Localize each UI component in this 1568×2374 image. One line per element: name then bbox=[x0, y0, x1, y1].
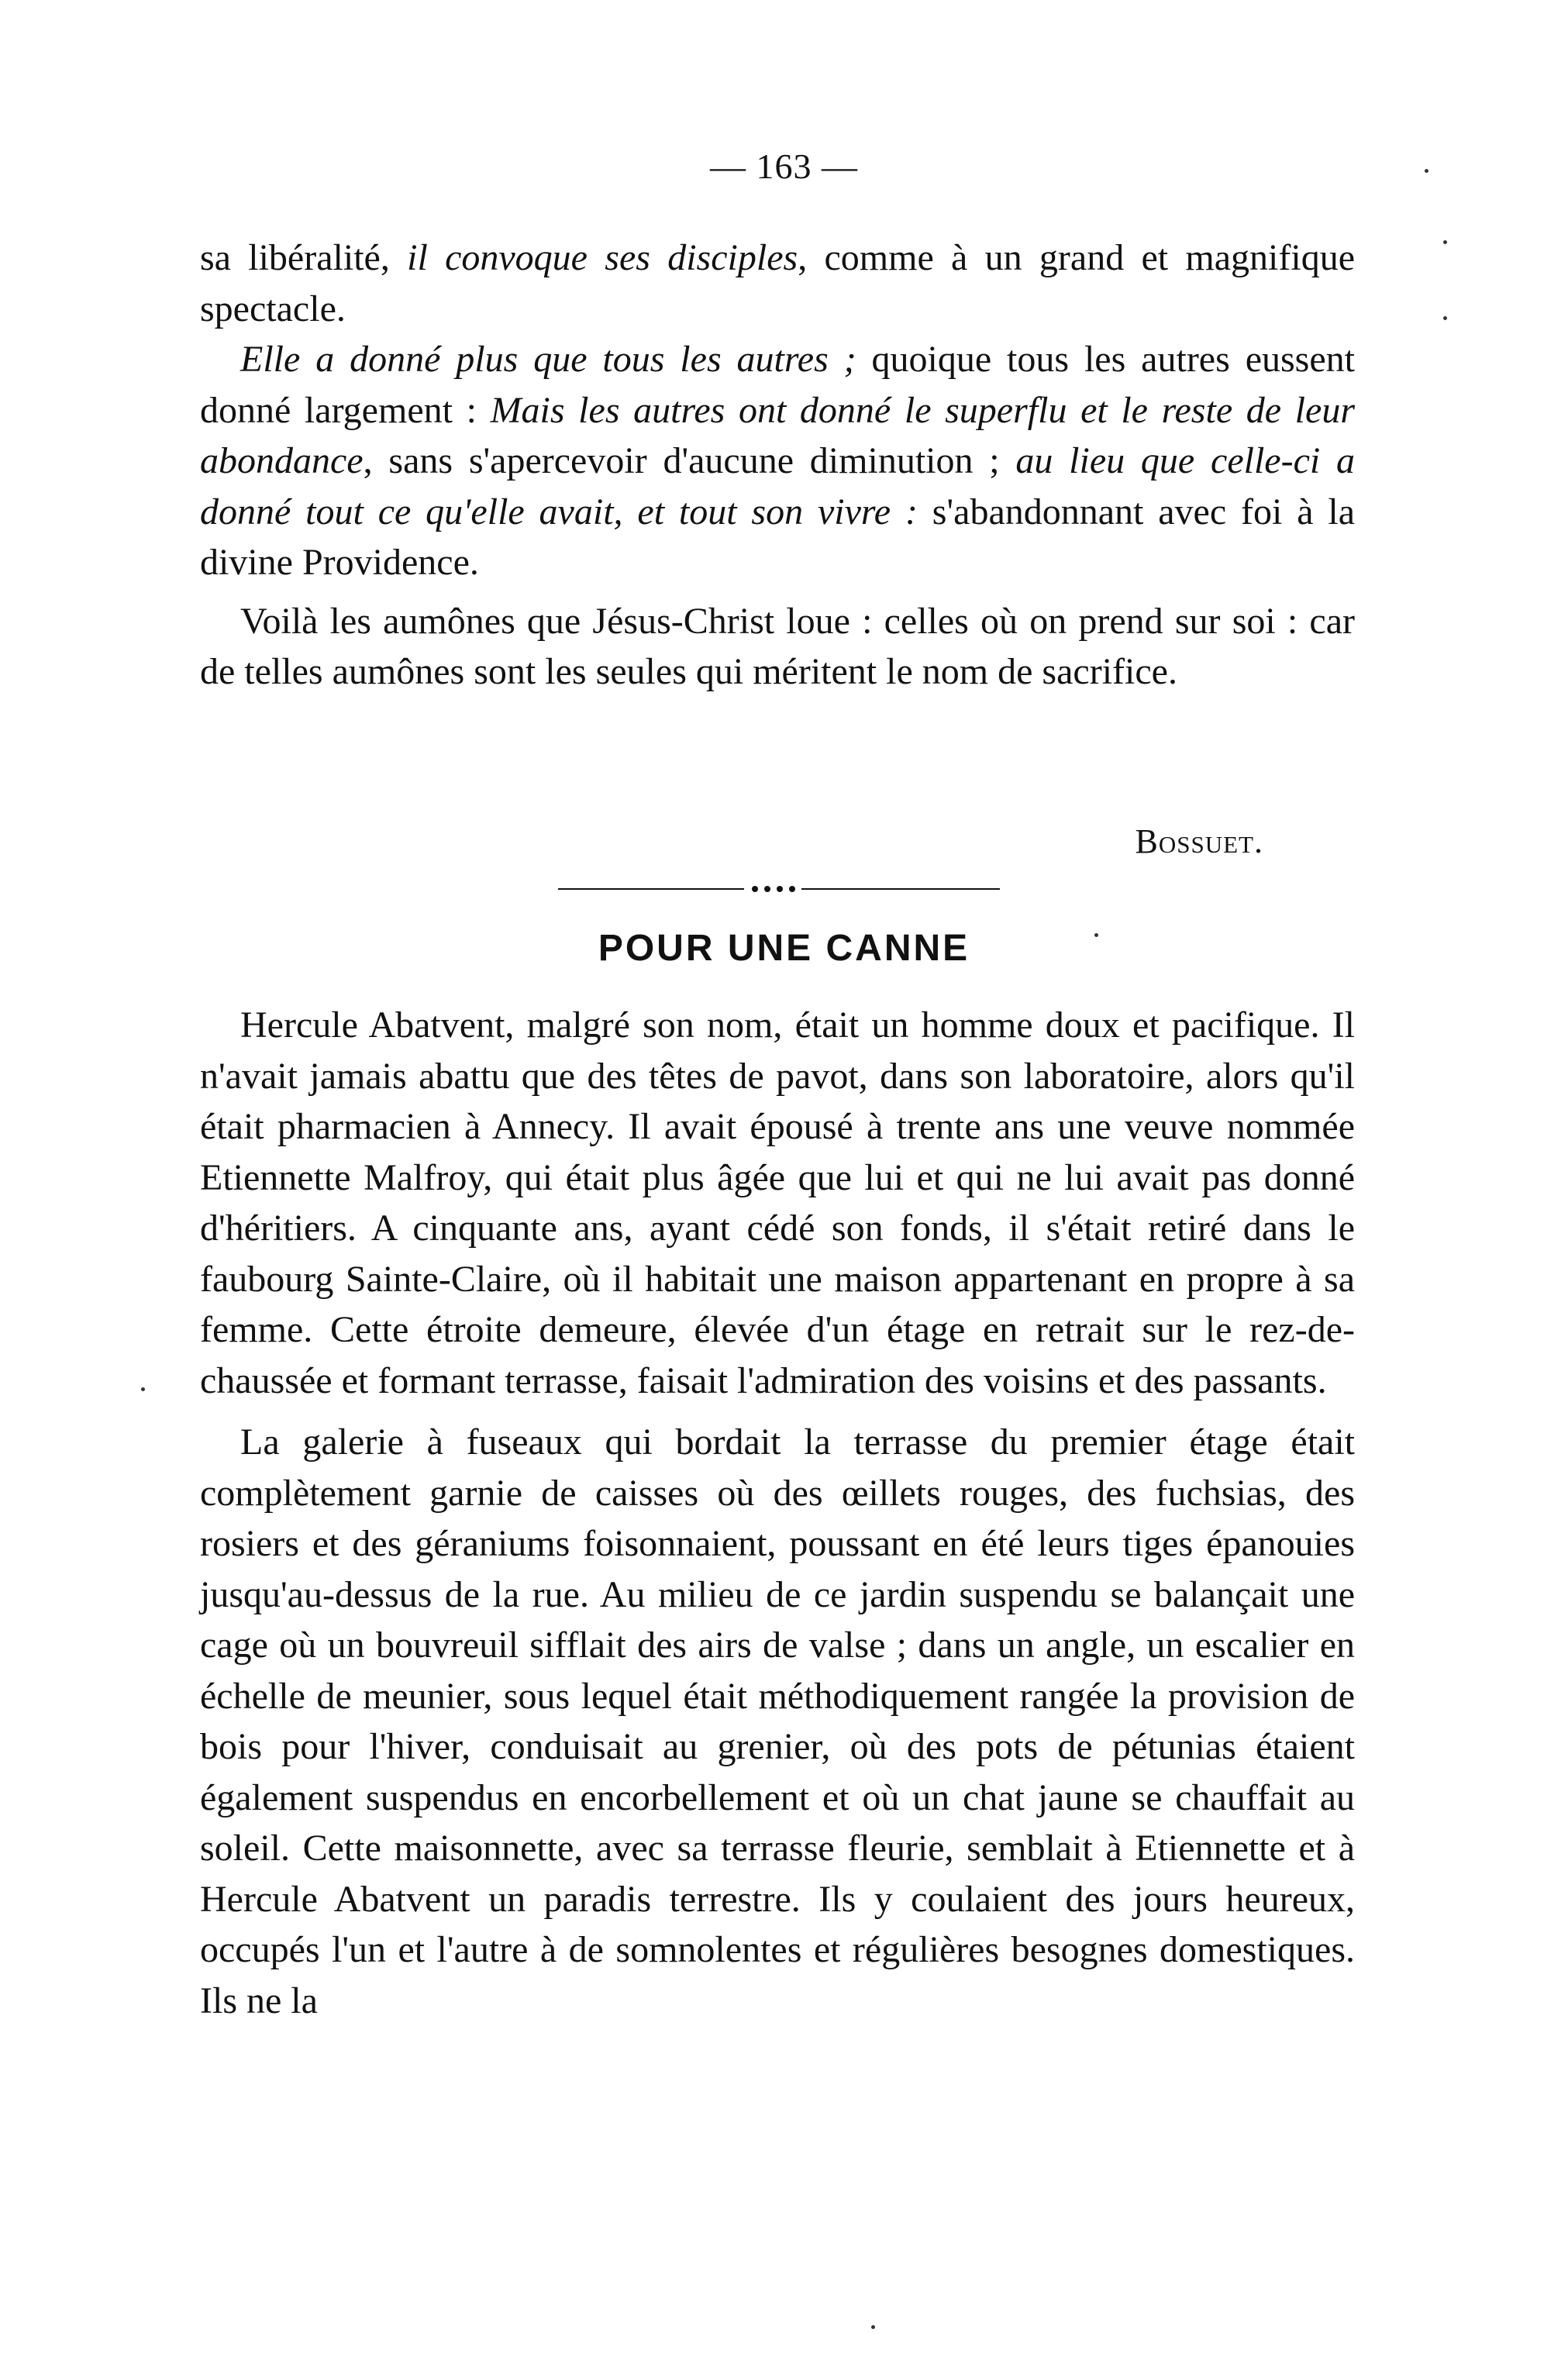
author-signature: Bossuet. bbox=[1135, 822, 1263, 860]
print-speck bbox=[141, 1387, 145, 1391]
section-title: POUR UNE CANNE bbox=[598, 928, 970, 969]
text-run: , comme à un grand et magnifique spectacle. bbox=[200, 237, 1355, 329]
passage-two bbox=[200, 1000, 1355, 2026]
paragraph bbox=[200, 233, 1355, 334]
text-run: quoique tous les autres eussent donné largement : bbox=[200, 339, 1355, 431]
paragraph bbox=[200, 334, 1355, 588]
text-run: , sans s'apercevoir d'aucune diminution ; bbox=[363, 440, 1016, 481]
text-run: La galerie à fuseaux qui bordait la terrasse du premier étage était complètement garnie de caisses où des œillets rouges, des fuchsias, des rosiers et des géraniums foisonnaient, poussant en été leurs tiges épanouies jusqu'au-dessus de la rue. Au milieu de ce jardin suspendu se balançait une cage où un bouvreuil sifflait des airs de valse ; dans un angle, un escalier en échelle de meunier, sous lequel était méthodiquement rangée la provision de bois pour l'hiver, conduisait au grenier, où des pots de pétunias étaient également suspendus en encorbellement et où un chat jaune se chauffait au soleil. Cette maisonnette, avec sa terrasse fleurie, semblait à Etiennette et à Hercule Abatvent un paradis terrestre. Ils y coulaient des jours heureux, occupés l'un et l'autre à de somnolentes et régulières besognes domestiques. Ils ne la bbox=[200, 1421, 1355, 2021]
divider-line-right bbox=[801, 888, 1000, 890]
print-speck bbox=[871, 2325, 875, 2329]
divider-dot bbox=[752, 886, 758, 892]
text-run: Hercule Abatvent, malgré son nom, était un homme doux et pacifique. Il n'avait jamais abattu que des têtes de pavot, dans son laboratoire, alors qu'il était pharmacien à Annecy. Il avait épousé à trente ans une veuve nommée Etiennette Malfroy, qui était plus âgée que lui et qui ne lui avait pas donné d'héritiers. A cinquante ans, ayant cédé son fonds, il s'était retiré dans le faubourg Sainte-Claire, où il habitait une maison appartenant en propre à sa femme. Cette étroite demeure, élevée d'un étage en retrait sur le rez-de-chaussée et formant terrasse, faisait l'admiration des voisins et des passants. bbox=[200, 1004, 1355, 1401]
divider-dot bbox=[789, 886, 795, 892]
divider-line-left bbox=[558, 888, 744, 890]
print-speck bbox=[1443, 316, 1447, 320]
ornamental-divider bbox=[558, 884, 1000, 894]
print-speck bbox=[1094, 933, 1098, 937]
text-run: s'abandonnant avec foi à la divine Providence. bbox=[200, 491, 1355, 583]
paragraph bbox=[200, 1417, 1355, 2026]
italic-text-run: il convoque ses disciples bbox=[407, 237, 798, 278]
paragraph bbox=[200, 1000, 1355, 1406]
italic-text-run: au lieu que celle-ci a donné tout ce qu'elle avait, et tout son vivre : bbox=[200, 440, 1356, 532]
italic-text-run: Elle a donné plus que tous les autres ; bbox=[240, 339, 856, 380]
text-run: sa libéralité, bbox=[200, 237, 408, 278]
print-speck bbox=[1443, 240, 1447, 244]
divider-dot bbox=[777, 886, 783, 892]
passage-one bbox=[200, 233, 1355, 698]
text-run: Voilà les aumônes que Jésus-Christ loue : celles où on prend sur soi : car de telles aumônes sont les seules qui méritent le nom de sacrifice. bbox=[200, 600, 1355, 692]
italic-text-run: Mais les autres ont donné le superflu et le reste de leur abondance bbox=[200, 389, 1355, 481]
page-number: — 163 — bbox=[710, 146, 858, 186]
divider-dot bbox=[764, 886, 770, 892]
print-speck bbox=[1425, 169, 1428, 173]
paragraph bbox=[200, 596, 1355, 698]
